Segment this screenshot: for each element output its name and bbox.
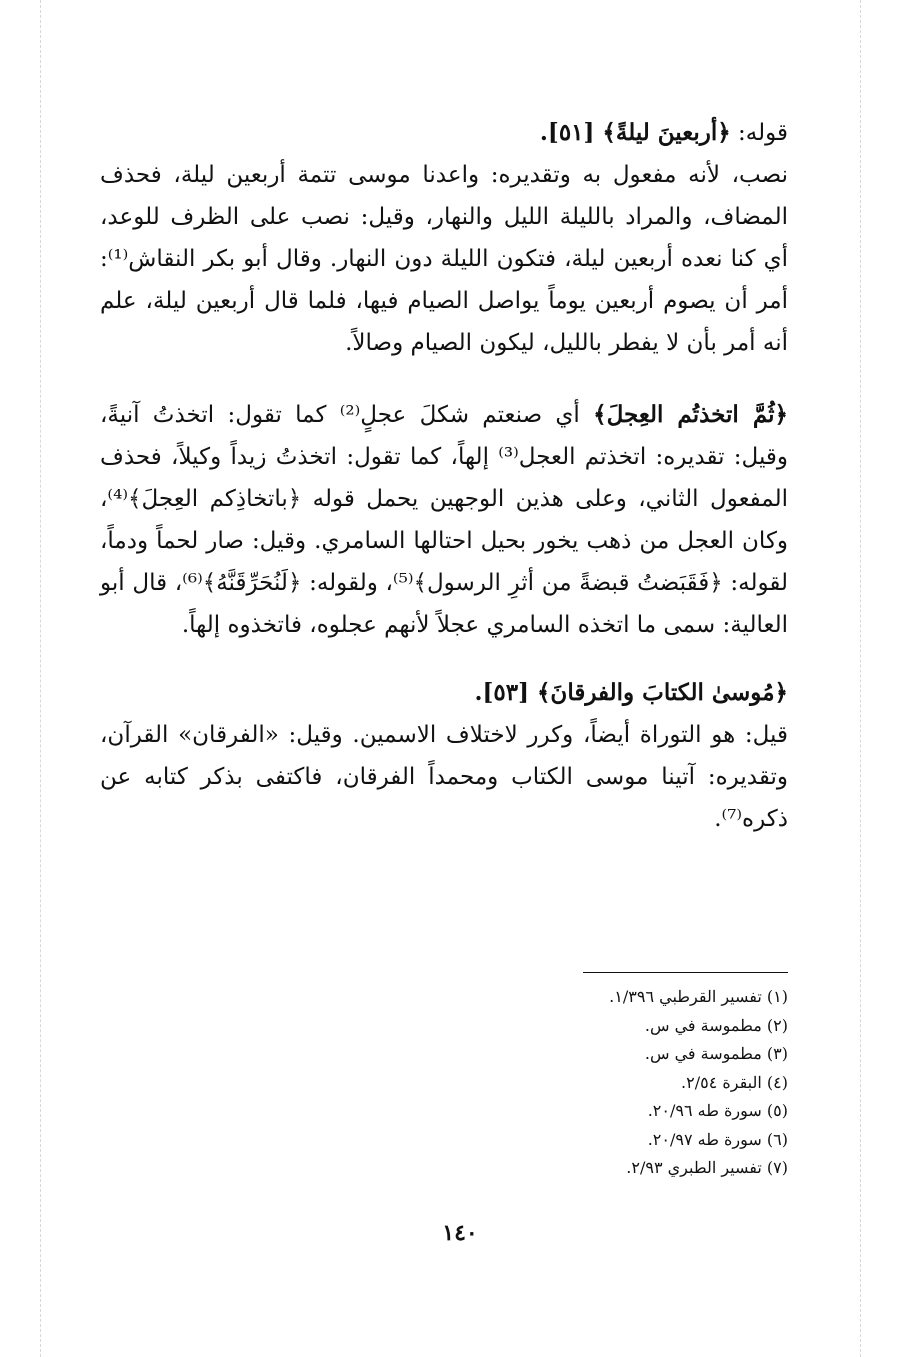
section-heading: قوله: ﴿أربعينَ ليلةً﴾ [٥١]. xyxy=(539,119,788,146)
page-fold-line xyxy=(40,0,41,1357)
footnote: (٢) مطموسة في س. xyxy=(644,1015,788,1035)
footnote-divider xyxy=(583,972,788,973)
section-heading: ﴿مُوسىٰ الكتابَ والفرقانَ﴾ [٥٣]. xyxy=(474,679,788,706)
paragraph: ﴿ثُمَّ اتخذتُم العِجلَ﴾ أي صنعتم شكلَ عجلٍ⁽²⁾ كما تقول: اتخذتُ آنيةً، وقيل: تقديره: اتخذتم العجل⁽³⁾ إلهاً، كما تقول: اتخذتُ زيداً وكيلاً، فحذف المفعول الثاني، وعلى هذين الوجهين يحمل قوله ﴿باتخاذِكم العِجلَ﴾⁽⁴⁾، وكان العجل من ذهب يخور بحيل احتالها السامري. وقيل: صار لحماً ودماً، لقوله: ﴿فَقَبَضتُ قبضةً من أثرِ الرسول﴾⁽⁵⁾، ولقوله: ﴿لَنُحَرِّقَنَّهُ﴾⁽⁶⁾، قال أبو العالية: سمى ما اتخذه السامري عجلاً لأنهم عجلوه، فاتخذوه إلهاً. xyxy=(100,401,789,638)
footnotes xyxy=(540,972,788,1183)
paragraph: نصب، لأنه مفعول به وتقديره: واعدنا موسى تتمة أربعين ليلة، فحذف المضاف، والمراد بالليلة الليل والنهار، وقيل: نصب على الظرف للوعد، أي كنا نعده أربعين ليلة، فتكون الليلة دون النهار. وقال أبو بكر النقاش⁽¹⁾: أمر أن يصوم أربعين يوماً يواصل الصيام فيها، فلما قال أربعين ليلة، علم أنه أمر بأن لا يفطر بالليل، ليكون الصيام وصالاً. xyxy=(100,162,788,356)
footnote: (٣) مطموسة في س. xyxy=(644,1044,788,1063)
footnote: (٤) البقرة ٢/٥٤. xyxy=(681,1072,788,1092)
footnote: (٥) سورة طه ٢٠/٩٦. xyxy=(647,1101,788,1120)
paragraph: قيل: هو التوراة أيضاً، وكرر لاختلاف الاسمين. وقيل: «الفرقان» القرآن، وتقديره: آتينا موسى الكتاب ومحمداً الفرقان، فاكتفى بذكر كتابه عن ذكره⁽⁷⁾. xyxy=(100,722,788,832)
footnote: (١) تفسير القرطبي ١/٣٩٦. xyxy=(609,987,788,1006)
page-number: ١٤٠ xyxy=(442,1220,478,1246)
footnote: (٧) تفسير الطبري ٢/٩٣. xyxy=(626,1158,788,1177)
page-fold-line xyxy=(860,0,861,1357)
quran-quote: ﴿أربعينَ ليلةً﴾ xyxy=(602,119,731,146)
footnote: (٦) سورة طه ٢٠/٩٧. xyxy=(647,1129,788,1149)
quran-quote: ﴿ثُمَّ اتخذتُم العِجلَ﴾ xyxy=(593,401,789,428)
quran-quote: ﴿مُوسىٰ الكتابَ والفرقانَ﴾ xyxy=(536,679,788,706)
page-body xyxy=(100,112,788,840)
